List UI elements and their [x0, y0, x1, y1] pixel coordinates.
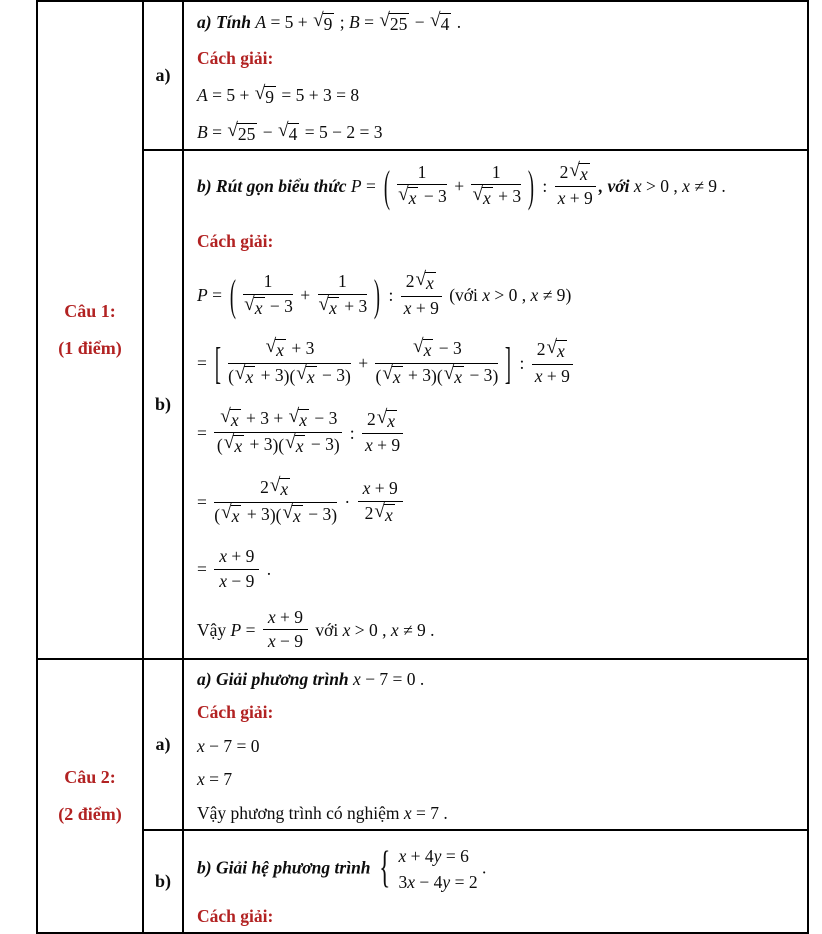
question-2-part-b-marker-cell	[143, 830, 183, 932]
part-marker: a)	[155, 734, 171, 755]
solution-heading: Cách giải:	[197, 701, 274, 722]
math-line: x = 7	[197, 769, 233, 790]
solution-table	[36, 0, 809, 934]
math-line: Vậy P = $\frac{x + 9}{x - 9}$ với x > 0 , x ≠ 9 .	[197, 606, 435, 652]
question-2-points: (2 điểm)	[58, 803, 122, 824]
part-marker: b)	[154, 393, 171, 414]
part-marker: a)	[155, 64, 171, 85]
problem-statement: a) Giải phương trình x − 7 = 0 .	[197, 668, 425, 689]
solution-heading: Cách giải:	[197, 905, 274, 926]
math-line: = 2 √ x ( √ x + 3 ) ( √ x − 3 ) · x + 9 2 √ x	[197, 480, 797, 528]
math-line: B = √ 25 − √ 4 = 5 − 2 = 3	[197, 120, 383, 145]
question-1-part-a-content-cell	[183, 1, 808, 150]
question-2-part-a-marker-cell	[143, 659, 183, 830]
solution-heading: Cách giải:	[197, 231, 274, 252]
problem-statement: a) Tính A = 5 + √ 9 ; B = √ 25 − √ 4 .	[197, 10, 462, 34]
problem-statement: b) Giải hệ phương trình { x + 4y = 6 3x − 4y = 2 .	[197, 844, 487, 893]
problem-statement: b) Rút gọn biểu thức P = ( 1 √ x − 3 + 1 √ x + 3 ) : 2 √ x x + 9 , với x > 0 , x ≠ 9 .	[197, 159, 726, 212]
question-1-part-a-marker-cell	[143, 1, 183, 150]
exam-solution-sheet	[36, 0, 809, 934]
math-line: = $\frac{x + 9}{x - 9}$ .	[197, 546, 272, 592]
part-marker: b)	[154, 870, 171, 891]
math-line: Vậy phương trình có nghiệm x = 7 .	[197, 803, 448, 824]
math-line: x − 7 = 0	[197, 735, 260, 756]
math-line: P = ( 1 √ x − 3 + 1 √ x + 3 ) : 2 √ x x + 9 (với x > 0 , x ≠ 9)	[197, 268, 572, 321]
math-line: A = 5 + √ 9 = 5 + 3 = 8	[197, 82, 360, 107]
question-2-part-a-content-cell	[183, 659, 808, 830]
question-1-part-b-marker-cell	[143, 150, 183, 659]
solution-heading: Cách giải:	[197, 47, 274, 68]
question-1-number: Câu 1:	[64, 300, 116, 321]
math-line: = [ √ x + 3 ( √ x + 3 ) ( √ x − 3 ) + √ x − 3 ( √ x + 3 ) ( √ x − 3 ) ] : 2 √ x x + 9	[197, 341, 797, 389]
question-2-label-cell	[37, 659, 143, 933]
question-1-points: (1 điểm)	[58, 337, 122, 358]
question-2-number: Câu 2:	[64, 766, 116, 787]
question-1-label-cell	[37, 1, 143, 659]
math-line: = √ x + 3 + √ x − 3 ( √ x + 3 ) ( √ x − 3 ) : 2 √ x x + 9	[197, 411, 797, 459]
question-1-part-b-content-cell	[183, 150, 808, 659]
question-2-part-b-content-cell	[183, 830, 808, 932]
